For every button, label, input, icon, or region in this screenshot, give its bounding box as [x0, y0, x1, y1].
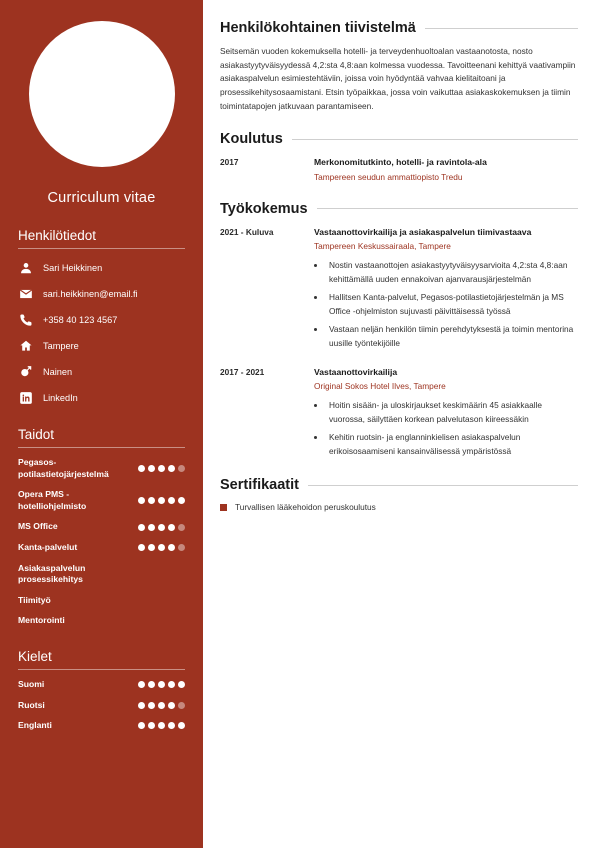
- section-title-education: [220, 131, 578, 147]
- skill-rating: [138, 544, 185, 551]
- education-details: [314, 156, 578, 182]
- gender-icon: [18, 364, 33, 379]
- summary-text: Seitsemän vuoden kokemuksella hotelli- ja terveydenhuoltoalan vastaanotosta, nosto asiakastyytyväisyydessä 4,2:sta 4,8:aan kolmessa vuodessa. Tavoitteenani kehittyä vaativampiin asiakaspalvelun esimiestehtäviin, joissa voin hyödyntää vahvaa kielitaitoani ja prosessikehitysosaamistani. Etsin työpaikkaa, jossa voin vaikuttaa asiakaskokemuksen ja tiimin toimintatapojen jatkuvaan parantamiseen.: [220, 46, 576, 111]
- skill-item: [18, 615, 185, 627]
- skills-list: [18, 457, 185, 627]
- contact-label-location: Tampere: [43, 340, 79, 351]
- education-degree: Merkonomitutkinto, hotelli- ja ravintola-ala: [314, 157, 487, 168]
- section-title-education-text: Koulutus: [220, 131, 283, 148]
- bullet-item: • Hoitin sisään- ja uloskirjaukset keskimäärin 45 asiakkaalle vuorossa, säilyttäen korkean palvelutason kiireessäkin: [326, 399, 578, 426]
- skill-label: Mentorointi: [18, 615, 65, 626]
- language-label: Ruotsi: [18, 699, 45, 710]
- skill-item: [18, 457, 185, 480]
- skill-item: [18, 521, 185, 533]
- main-content: [203, 0, 600, 848]
- contact-item-name: [18, 260, 185, 275]
- bullet-item: • Hallitsen Kanta-palvelut, Pegasos-potilastietojärjestelmän ja MS Office -ohjelmiston sujuvasti päivittäisessä työssä: [326, 291, 578, 318]
- section-title-certificates: [220, 477, 578, 493]
- education-school: Tampereen seudun ammattiopisto Tredu: [314, 171, 463, 182]
- skill-label: MS Office: [18, 521, 58, 532]
- language-item: [18, 700, 185, 712]
- language-label: Englanti: [18, 720, 52, 731]
- contact-list: [18, 260, 185, 405]
- skill-label: Pegasos-potilastietojärjestelmä: [18, 457, 109, 479]
- language-label: Suomi: [18, 678, 45, 689]
- experience-bullets: [326, 399, 578, 458]
- contact-item-phone[interactable]: [18, 312, 185, 327]
- experience-period: 2017 - 2021: [220, 367, 265, 377]
- contact-label-email: sari.heikkinen@email.fi: [43, 288, 138, 299]
- language-item: [18, 679, 185, 691]
- skill-rating: [138, 465, 185, 472]
- contact-label-linkedin: LinkedIn: [43, 392, 78, 403]
- skill-item: [18, 542, 185, 554]
- contact-item-gender: [18, 364, 185, 379]
- sidebar-section-personal-title: Henkilötiedot: [18, 228, 185, 249]
- person-icon: [18, 260, 33, 275]
- section-title-experience-text: Työkokemus: [220, 200, 308, 217]
- bullet-item: • Nostin vastaanottojen asiakastyytyväisyysarvioita 4,2:sta 4,8:aan kehittämällä uuden ennakoivan ajanvarausjärjestelmän: [326, 259, 578, 286]
- skill-rating: [138, 524, 185, 531]
- experience-period: 2021 - Kuluva: [220, 226, 274, 237]
- section-title-certificates-text: Sertifikaatit: [220, 477, 299, 494]
- section-rule: [308, 485, 578, 486]
- section-rule: [292, 139, 578, 140]
- education-entry: [220, 156, 578, 182]
- cv-title: Curriculum vitae: [47, 190, 156, 206]
- contact-label-gender: Nainen: [43, 366, 73, 377]
- skill-label: Asiakaspalvelun prosessikehitys: [18, 562, 86, 585]
- contact-item-linkedin[interactable]: [18, 390, 185, 405]
- contact-item-location: [18, 338, 185, 353]
- bullet-item: • Kehitin ruotsin- ja englanninkielisen asiakaspalvelun erikoisosaamiseni kansainvälisessä ympäristössä: [326, 431, 578, 458]
- skill-label: Tiimityö: [18, 594, 51, 605]
- sidebar-section-languages-title: Kielet: [18, 649, 185, 670]
- languages-list: [18, 679, 185, 732]
- contact-label-name: Sari Heikkinen: [43, 262, 103, 273]
- section-rule: [317, 208, 578, 209]
- experience-details: [314, 366, 578, 463]
- experience-entry: [220, 366, 578, 463]
- language-rating: [138, 681, 185, 688]
- avatar-wrapper: [18, 21, 185, 167]
- language-rating: [138, 702, 185, 709]
- home-icon: [18, 338, 33, 353]
- certificate-label: Turvallisen lääkehoidon peruskoulutus: [235, 502, 376, 513]
- avatar: [29, 21, 175, 167]
- certificate-item: [220, 502, 578, 512]
- linkedin-icon: [18, 390, 33, 405]
- section-title-summary-text: Henkilökohtainen tiivistelmä: [220, 20, 416, 36]
- sidebar: [0, 0, 203, 848]
- experience-details: [314, 226, 578, 355]
- skill-item: [18, 489, 185, 512]
- experience-role: Vastaanottovirkailija ja asiakaspalvelun tiimivastaava: [314, 226, 532, 237]
- skill-label: Opera PMS - hotelliohjelmisto: [18, 489, 87, 511]
- email-icon: [18, 286, 33, 301]
- experience-role: Vastaanottovirkailija: [314, 367, 398, 377]
- language-item: [18, 720, 185, 732]
- experience-bullets: [326, 259, 578, 350]
- section-rule: [425, 28, 578, 29]
- section-title-experience: [220, 201, 578, 217]
- skill-item: [18, 563, 185, 586]
- sidebar-section-skills-title: Taidot: [18, 427, 185, 448]
- education-period: 2017: [220, 157, 239, 168]
- contact-label-phone: +358 40 123 4567: [43, 314, 118, 325]
- experience-org: Tampereen Keskussairaala, Tampere: [314, 241, 451, 252]
- section-title-summary: [220, 20, 578, 36]
- contact-item-email[interactable]: [18, 286, 185, 301]
- phone-icon: [18, 312, 33, 327]
- language-rating: [138, 722, 185, 729]
- experience-org: Original Sokos Hotel Ilves, Tampere: [314, 381, 446, 392]
- bullet-square-icon: [220, 504, 227, 511]
- skill-rating: [138, 497, 185, 504]
- skill-label: Kanta-palvelut: [18, 541, 78, 552]
- experience-entry: [220, 226, 578, 355]
- bullet-item: • Vastaan neljän henkilön tiimin perehdytyksestä ja toimin mentorina uusille työntekijöille: [326, 323, 578, 350]
- skill-item: [18, 595, 185, 607]
